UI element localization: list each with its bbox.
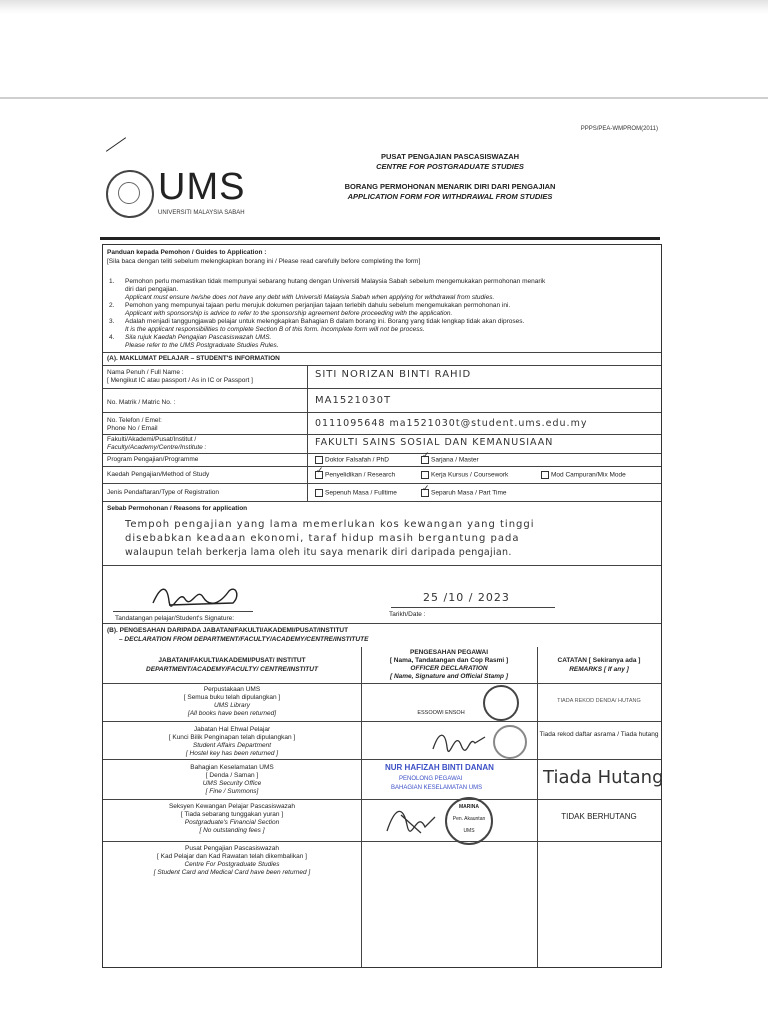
row3-line1: Bahagian Keselamatan UMS bbox=[190, 764, 274, 771]
col2-header-4: [ Name, Signature and Official Stamp ] bbox=[390, 673, 508, 680]
guide-num-4: 4. bbox=[109, 334, 115, 341]
col2-header-2: [ Nama, Tandatangan dan Cop Rasmi ] bbox=[389, 657, 509, 664]
form-frame bbox=[102, 244, 662, 968]
header-rule bbox=[100, 237, 660, 240]
option-label: Penyelidikan / Research bbox=[325, 471, 396, 479]
centre-title bbox=[300, 152, 600, 172]
scan-fold-line bbox=[0, 97, 768, 99]
pen-mark bbox=[106, 137, 126, 152]
finance-stamp-sub: Pen. Akauntan bbox=[452, 816, 486, 822]
matric-label: No. Matrik / Matric No. : bbox=[107, 399, 176, 406]
security-stamp-dept: BAHAGIAN KESELAMATAN UMS bbox=[391, 785, 483, 791]
method-label: Kaedah Pengajian/Method of Study bbox=[107, 471, 210, 478]
registration-option-parttime[interactable] bbox=[421, 489, 507, 498]
method-option-mix[interactable] bbox=[541, 471, 626, 480]
row1-line4: [All books have been returned] bbox=[187, 710, 277, 717]
phone-email-value: 0111095648 ma1521030t@student.ums.edu.my bbox=[315, 418, 588, 429]
row1-line1: Perpustakaan UMS bbox=[203, 686, 261, 693]
col1-header-2: DEPARTMENT/ACADEMY/FACULTY/ CENTRE/INSTITUT bbox=[146, 666, 318, 673]
col2-header-1: PENGESAHAN PEGAWAI bbox=[409, 649, 488, 656]
guide-num-3: 3. bbox=[109, 318, 115, 325]
row4-line4: [ No outstanding fees ] bbox=[199, 827, 265, 834]
method-option-research[interactable] bbox=[315, 471, 395, 480]
divider bbox=[103, 365, 661, 366]
col3-header-1: CATATAN [ Sekiranya ada ] bbox=[557, 657, 641, 664]
row2-line3: Student Affairs Department bbox=[192, 742, 272, 749]
withdrawal-form-page bbox=[100, 118, 670, 978]
section-b-subtitle: – DECLARATION FROM DEPARTMENT/FACULTY/ACADEMY/CENTRE/INSTITUTE bbox=[119, 636, 369, 643]
guide-item-1-ms: Pemohon perlu memastikan tidak mempunyai sebarang hutang dengan Universiti Malaysia Sabah sebelum mengemukakan permohonan menarik bbox=[125, 278, 546, 285]
full-name-value: SITI NORIZAN BINTI RAHID bbox=[315, 369, 472, 380]
student-signature bbox=[149, 581, 249, 611]
faculty-sublabel: Faculty/Academy/Centre/Institute : bbox=[107, 444, 207, 451]
finance-stamp-text: MARINA bbox=[459, 804, 479, 810]
row2-line1: Jabatan Hal Ehwal Pelajar bbox=[193, 726, 271, 733]
divider bbox=[103, 501, 661, 502]
guide-item-4-ms: Sila rujuk Kaedah Pengajian Pascasiswazah UMS. bbox=[125, 334, 272, 341]
section-b-title: (B). PENGESAHAN DARIPADA JABATAN/FAKULTI/AKADEMI/PUSAT/INSTITUT bbox=[107, 627, 349, 634]
row5-line2: [ Kad Pelajar dan Kad Rawatan telah dikembalikan ] bbox=[157, 853, 307, 860]
row3-line2: [ Denda / Saman ] bbox=[205, 772, 259, 779]
checkbox[interactable] bbox=[315, 456, 323, 464]
option-label: Sarjana / Master bbox=[431, 456, 479, 464]
divider bbox=[103, 453, 661, 454]
divider bbox=[103, 683, 661, 684]
row1-line2: [ Semua buku telah dipulangkan ] bbox=[183, 694, 281, 701]
row1-remark: TIADA REKOD DENDA/ HUTANG bbox=[557, 698, 641, 704]
row1-line3: UMS Library bbox=[213, 702, 251, 709]
programme-label: Program Pengajian/Programme bbox=[107, 456, 199, 463]
logo-subtitle: UNIVERSITI MALAYSIA SABAH bbox=[158, 210, 245, 216]
row5-line3: Centre For Postgraduate Studies bbox=[184, 861, 280, 868]
row4-remark: TIDAK BERHUTANG bbox=[561, 812, 637, 821]
date-line bbox=[391, 607, 555, 608]
guide-item-1-ms2: diri dari pengajian. bbox=[125, 286, 179, 293]
divider bbox=[103, 352, 661, 353]
row2-remark: Tiada rekod daftar asrama / Tiada hutang bbox=[539, 731, 659, 738]
option-label: Kerja Kursus / Coursework bbox=[431, 471, 509, 479]
divider bbox=[103, 759, 661, 760]
officer-signature bbox=[429, 725, 489, 757]
security-stamp-title: PENOLONG PEGAWAI bbox=[399, 776, 463, 782]
guide-item-2-en: Applicant with sponsorship is advice to refer to the sponsorship agreement before proceeding with the application. bbox=[125, 310, 453, 317]
date-label: Tarikh/Date : bbox=[389, 611, 426, 618]
option-label: Doktor Falsafah / PhD bbox=[325, 456, 389, 464]
divider bbox=[103, 466, 661, 467]
col2-header-3: OFFICER DECLARATION bbox=[410, 665, 488, 672]
reason-line-3: walaupun telah berkerja lama oleh itu saya menarik diri daripada pengajian. bbox=[125, 547, 512, 558]
ums-seal-icon bbox=[106, 170, 154, 218]
form-title bbox=[300, 182, 600, 202]
row2-line2: [ Kunci Bilik Penginapan telah dipulangkan ] bbox=[168, 734, 296, 741]
library-stamp-icon bbox=[483, 685, 519, 721]
date-value: 25 /10 / 2023 bbox=[423, 591, 510, 604]
row4-line3: Postgraduate's Financial Section bbox=[184, 819, 280, 826]
option-label: Mod Campuran/Mix Mode bbox=[551, 471, 626, 479]
divider bbox=[103, 841, 661, 842]
row4-line1: Seksyen Kewangan Pelajar Pascasiswazah bbox=[168, 803, 296, 810]
guide-item-1-en: Applicant must ensure he/she does not have any debt with Universiti Malaysia Sabah when applying for withdrawal from studies. bbox=[125, 294, 495, 301]
finance-stamp-bottom: UMS bbox=[463, 828, 475, 834]
faculty-label: Fakulti/Akademi/Pusat/Institut / bbox=[107, 436, 197, 443]
divider bbox=[103, 623, 661, 624]
row1-officer: ESSOOWI ENSOH bbox=[417, 710, 465, 716]
divider bbox=[361, 647, 362, 967]
guide-num-2: 2. bbox=[109, 302, 115, 309]
reason-line-2: disebabkan keadaan ekonomi, taraf hidup masih bergantung pada bbox=[125, 533, 520, 544]
checkbox[interactable] bbox=[541, 471, 549, 479]
faculty-value: FAKULTI SAINS SOSIAL DAN KEMANUSIAAN bbox=[315, 437, 554, 448]
checkbox[interactable] bbox=[315, 489, 323, 497]
reason-line-1: Tempoh pengajian yang lama memerlukan kos kewangan yang tinggi bbox=[125, 519, 535, 530]
signature-label: Tandatangan pelajar/Student's Signature: bbox=[115, 615, 235, 622]
divider bbox=[103, 483, 661, 484]
option-label: Separuh Masa / Part Time bbox=[431, 489, 507, 497]
registration-option-fulltime[interactable] bbox=[315, 489, 397, 498]
programme-option-master[interactable] bbox=[421, 456, 479, 465]
checkbox[interactable] bbox=[421, 471, 429, 479]
full-name-label: Nama Penuh / Full Name : bbox=[107, 369, 184, 376]
divider bbox=[103, 799, 661, 800]
option-label: Sepenuh Masa / Fulltime bbox=[325, 489, 397, 497]
row4-line2: [ Tiada sebarang tunggakan yuran ] bbox=[180, 811, 284, 818]
logo-text: UMS bbox=[158, 166, 246, 208]
row5-line4: [ Student Card and Medical Card have been returned ] bbox=[153, 869, 311, 876]
hostel-stamp-icon bbox=[493, 725, 527, 759]
guide-item-3-en: It is the applicant responsibilities to complete Section B of this form. Incomplete form will not be process. bbox=[125, 326, 425, 333]
phone-label: No. Telefon / Emel: bbox=[107, 417, 162, 424]
col3-header-2: REMARKS [ If any ] bbox=[569, 666, 629, 673]
centre-title-ms: PUSAT PENGAJIAN PASCASISWAZAH bbox=[380, 152, 520, 161]
programme-option-phd[interactable] bbox=[315, 456, 389, 465]
row2-line4: [ Hostel key has been returned ] bbox=[185, 750, 279, 757]
centre-title-en: CENTRE FOR POSTGRADUATE STUDIES bbox=[376, 162, 524, 171]
guide-title: Panduan kepada Pemohon / Guides to Application : bbox=[107, 249, 267, 256]
row3-line4: [ Fine / Summons] bbox=[205, 788, 259, 795]
form-title-ms: BORANG PERMOHONAN MENARIK DIRI DARI PENGAJIAN bbox=[344, 182, 556, 191]
form-title-en: APPLICATION FORM FOR WITHDRAWAL FROM STUDIES bbox=[347, 192, 553, 201]
matric-value: MA1521030T bbox=[315, 395, 392, 406]
method-option-coursework[interactable] bbox=[421, 471, 508, 480]
divider bbox=[103, 388, 661, 389]
guide-item-4-en: Please refer to the UMS Postgraduate Studies Rules. bbox=[125, 342, 279, 349]
guide-intro: [Sila baca dengan teliti sebelum melengkapkan borang ini / Please read carefully before completing the form] bbox=[107, 258, 421, 265]
row5-line1: Pusat Pengajian Pascasiswazah bbox=[185, 845, 279, 852]
row3-line3: UMS Security Office bbox=[202, 780, 262, 787]
signature-line bbox=[113, 611, 253, 612]
scan-edge bbox=[0, 0, 768, 14]
reason-label: Sebab Permohonan / Reasons for application bbox=[107, 505, 248, 512]
divider bbox=[307, 365, 308, 501]
full-name-sublabel: [ Mengikut IC atau passport / As in IC or Passport ] bbox=[107, 377, 253, 384]
col1-header-1: JABATAN/FAKULTI/AKADEMI/PUSAT/ INSTITUT bbox=[158, 657, 306, 664]
registration-label: Jenis Pendaftaran/Type of Registration bbox=[107, 489, 220, 496]
divider bbox=[103, 565, 661, 566]
row3-remark: Tiada Hutang bbox=[543, 767, 664, 788]
checkbox-checked[interactable] bbox=[421, 489, 429, 497]
divider bbox=[103, 434, 661, 435]
form-code: PPPS/PEA-WMPROM(2011) bbox=[580, 126, 658, 132]
checkbox-checked[interactable] bbox=[421, 456, 429, 464]
security-stamp-name: NUR HAFIZAH BINTI DANAN bbox=[385, 763, 494, 772]
phone-sublabel: Phone No / Email bbox=[107, 425, 158, 432]
guide-item-3-ms: Adalah menjadi tanggungjawab pelajar untuk melengkapkan Bahagian B dalam borang ini. Borang yang tidak lengkap tidak akan diproses. bbox=[125, 318, 525, 325]
divider bbox=[103, 412, 661, 413]
divider bbox=[103, 721, 661, 722]
ums-logo bbox=[106, 166, 256, 222]
finance-signature bbox=[381, 801, 441, 839]
divider bbox=[537, 647, 538, 967]
guide-item-2-ms: Pemohon yang mempunyai tajaan perlu merujuk dokumen perjanjian tajaan terlebih dahulu sebelum mengemukakan permohonan ini. bbox=[125, 302, 511, 309]
checkbox-checked[interactable] bbox=[315, 471, 323, 479]
guide-num-1: 1. bbox=[109, 278, 115, 285]
section-a-title: (A). MAKLUMAT PELAJAR – STUDENT'S INFORMATION bbox=[107, 355, 280, 362]
